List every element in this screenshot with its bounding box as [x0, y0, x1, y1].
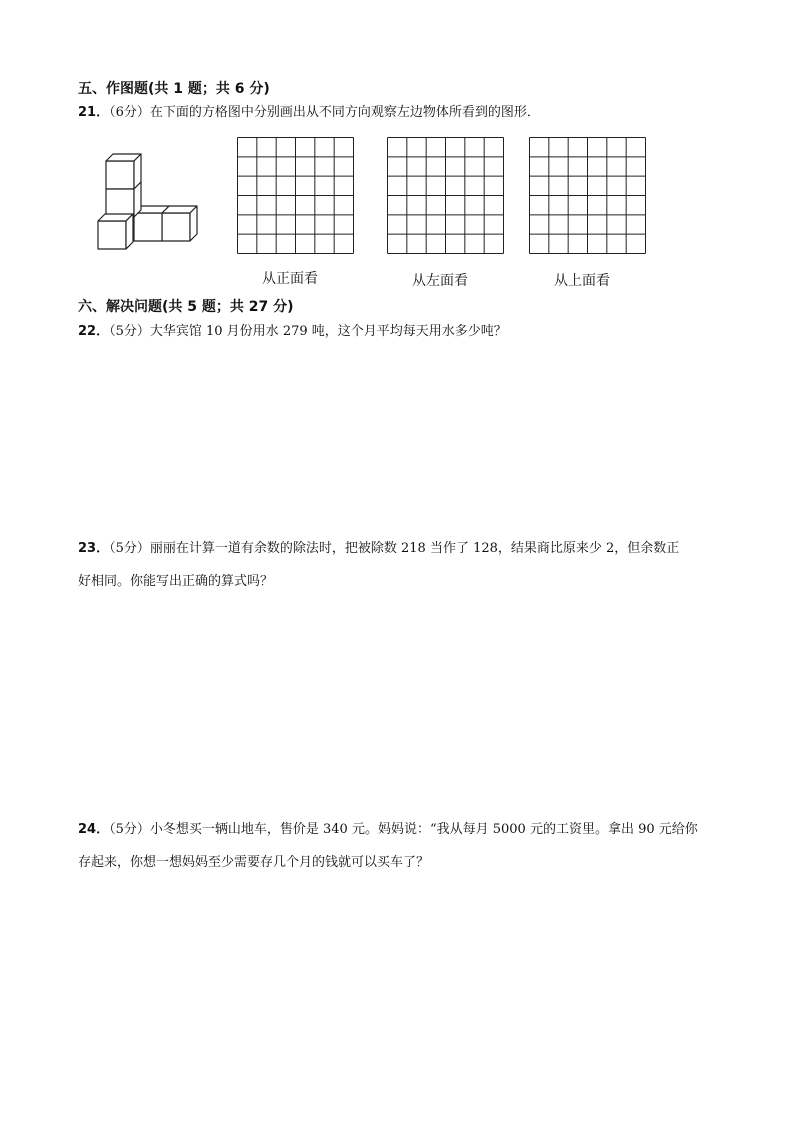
question-points: （6分） [109, 105, 150, 120]
question-number: 21． [78, 105, 110, 120]
question-24-line2: 存起来，你想一想妈妈至少需要存几个月的钱就可以买车了？ [78, 855, 430, 870]
question-points: （5分） [109, 822, 150, 837]
question-number: 22． [78, 324, 110, 339]
question-22 [78, 315, 507, 348]
question-points: （5分） [109, 324, 150, 339]
question-text-line1: 丽丽在计算一道有余数的除法时，把被除数 218 当作了 128，结果商比原来少 2，但余数正 [149, 541, 680, 556]
question-text: 大华宾馆 10 月份用水 279 吨，这个月平均每天用水多少吨？ [149, 324, 507, 339]
question-21 [78, 96, 540, 129]
grid-label-front: 从正面看 [262, 271, 318, 287]
question-text-line1: 小冬想买一辆山地车，售价是 340 元。妈妈说：“我从每月 5000 元的工资里。拿出 90 元给你 [149, 822, 698, 837]
section-6-title: 六、解决问题(共 5 题；共 27 分) [78, 299, 294, 315]
question-23 [78, 532, 679, 565]
grid-label-left: 从左面看 [412, 273, 468, 289]
grid-left[interactable] [387, 137, 504, 254]
question-text: 在下面的方格图中分别画出从不同方向观察左边物体所看到的图形． [149, 105, 540, 120]
question-24 [78, 813, 698, 846]
section-5-title: 五、作图题(共 1 题；共 6 分) [78, 81, 270, 97]
question-number: 24． [78, 822, 110, 837]
grid-front[interactable] [237, 137, 354, 254]
question-number: 23． [78, 541, 110, 556]
question-23-line2: 好相同。你能写出正确的算式吗？ [78, 574, 274, 589]
cube-figure [96, 152, 202, 250]
grid-label-top: 从上面看 [554, 273, 610, 289]
grid-top[interactable] [529, 137, 646, 254]
question-points: （5分） [109, 541, 150, 556]
